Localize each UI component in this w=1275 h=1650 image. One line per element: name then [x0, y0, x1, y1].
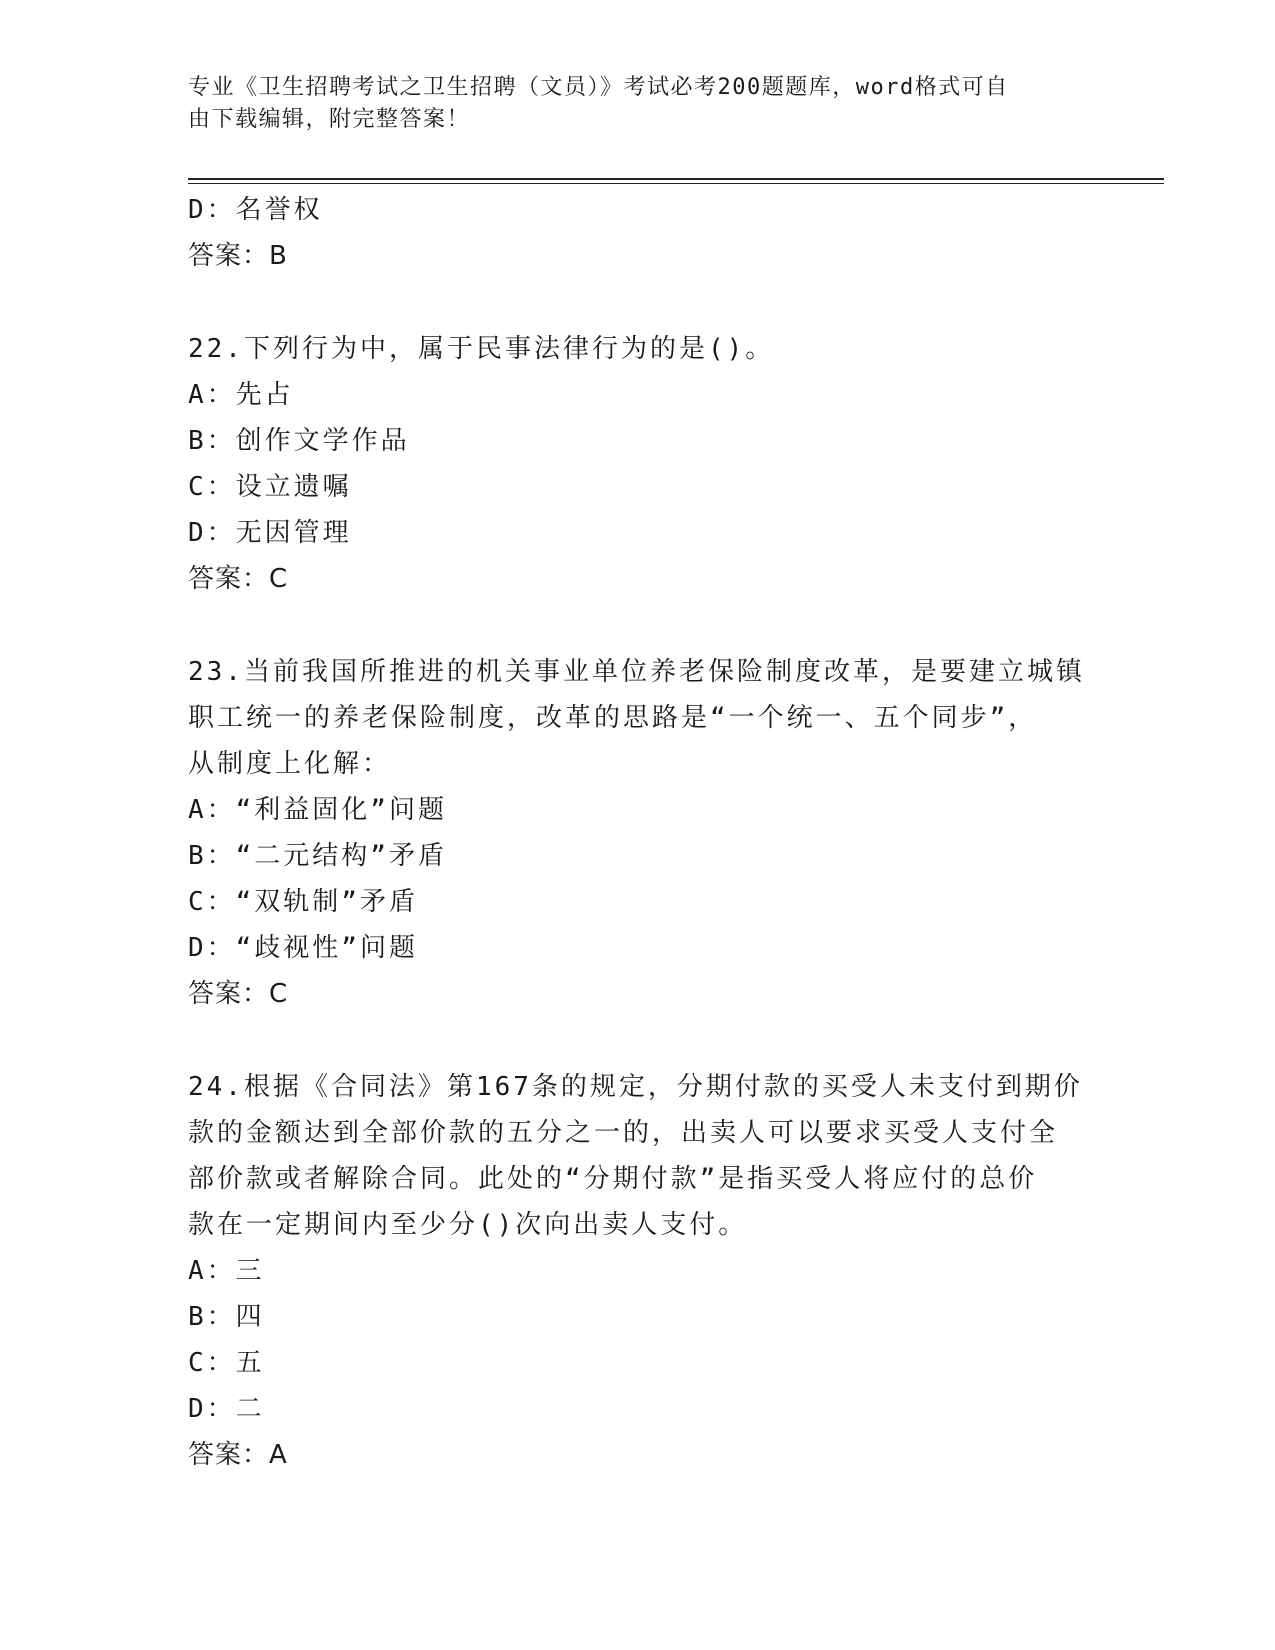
q23-option-d: D：“歧视性”问题	[188, 933, 418, 963]
header-rule-thin	[188, 183, 1164, 184]
q22-option-d: D：无因管理	[188, 518, 352, 548]
q24-stem-line-1: 24.根据《合同法》第167条的规定，分期付款的买受人未支付到期价	[188, 1072, 1083, 1102]
header-line-2: 由下载编辑，附完整答案！	[188, 107, 471, 132]
q22-option-b: B：创作文学作品	[188, 426, 410, 456]
q24-option-d: D：二	[188, 1394, 265, 1424]
q24-option-c: C：五	[188, 1348, 265, 1378]
document-header	[188, 72, 1068, 136]
spacer	[188, 602, 1088, 649]
prev-option-d: D：名誉权	[188, 195, 323, 225]
q24-answer: 答案：A	[188, 1440, 288, 1470]
prev-answer: 答案：B	[188, 241, 288, 271]
q23-stem-line-1: 23.当前我国所推进的机关事业单位养老保险制度改革，是要建立城镇	[188, 657, 1085, 687]
question-content	[188, 187, 1088, 1478]
q23-stem-line-2: 职工统一的养老保险制度，改革的思路是“一个统一、五个同步”，	[188, 703, 1038, 733]
q23-option-b: B：“二元结构”矛盾	[188, 841, 447, 871]
q23-option-a: A：“利益固化”问题	[188, 795, 447, 825]
q23-stem-line-3: 从制度上化解：	[188, 749, 392, 779]
q23-answer: 答案：C	[188, 979, 289, 1009]
q24-stem-line-3: 部价款或者解除合同。此处的“分期付款”是指买受人将应付的总价	[188, 1164, 1038, 1194]
header-rule-thick	[188, 178, 1164, 180]
q22-option-a: A：先占	[188, 380, 294, 410]
spacer	[188, 279, 1088, 326]
q22-option-c: C：设立遗嘱	[188, 472, 352, 502]
q24-stem-line-4: 款在一定期间内至少分()次向出卖人支付。	[188, 1210, 748, 1240]
q22-stem: 22.下列行为中，属于民事法律行为的是()。	[188, 334, 775, 364]
q23-option-c: C：“双轨制”矛盾	[188, 887, 418, 917]
q24-stem-line-2: 款的金额达到全部价款的五分之一的，出卖人可以要求买受人支付全	[188, 1118, 1059, 1148]
q24-option-a: A：三	[188, 1256, 265, 1286]
spacer	[188, 1017, 1088, 1064]
q22-answer: 答案：C	[188, 564, 289, 594]
q24-option-b: B：四	[188, 1302, 265, 1332]
header-line-1: 专业《卫生招聘考试之卫生招聘（文员）》考试必考200题题库，word格式可自	[188, 75, 1009, 100]
